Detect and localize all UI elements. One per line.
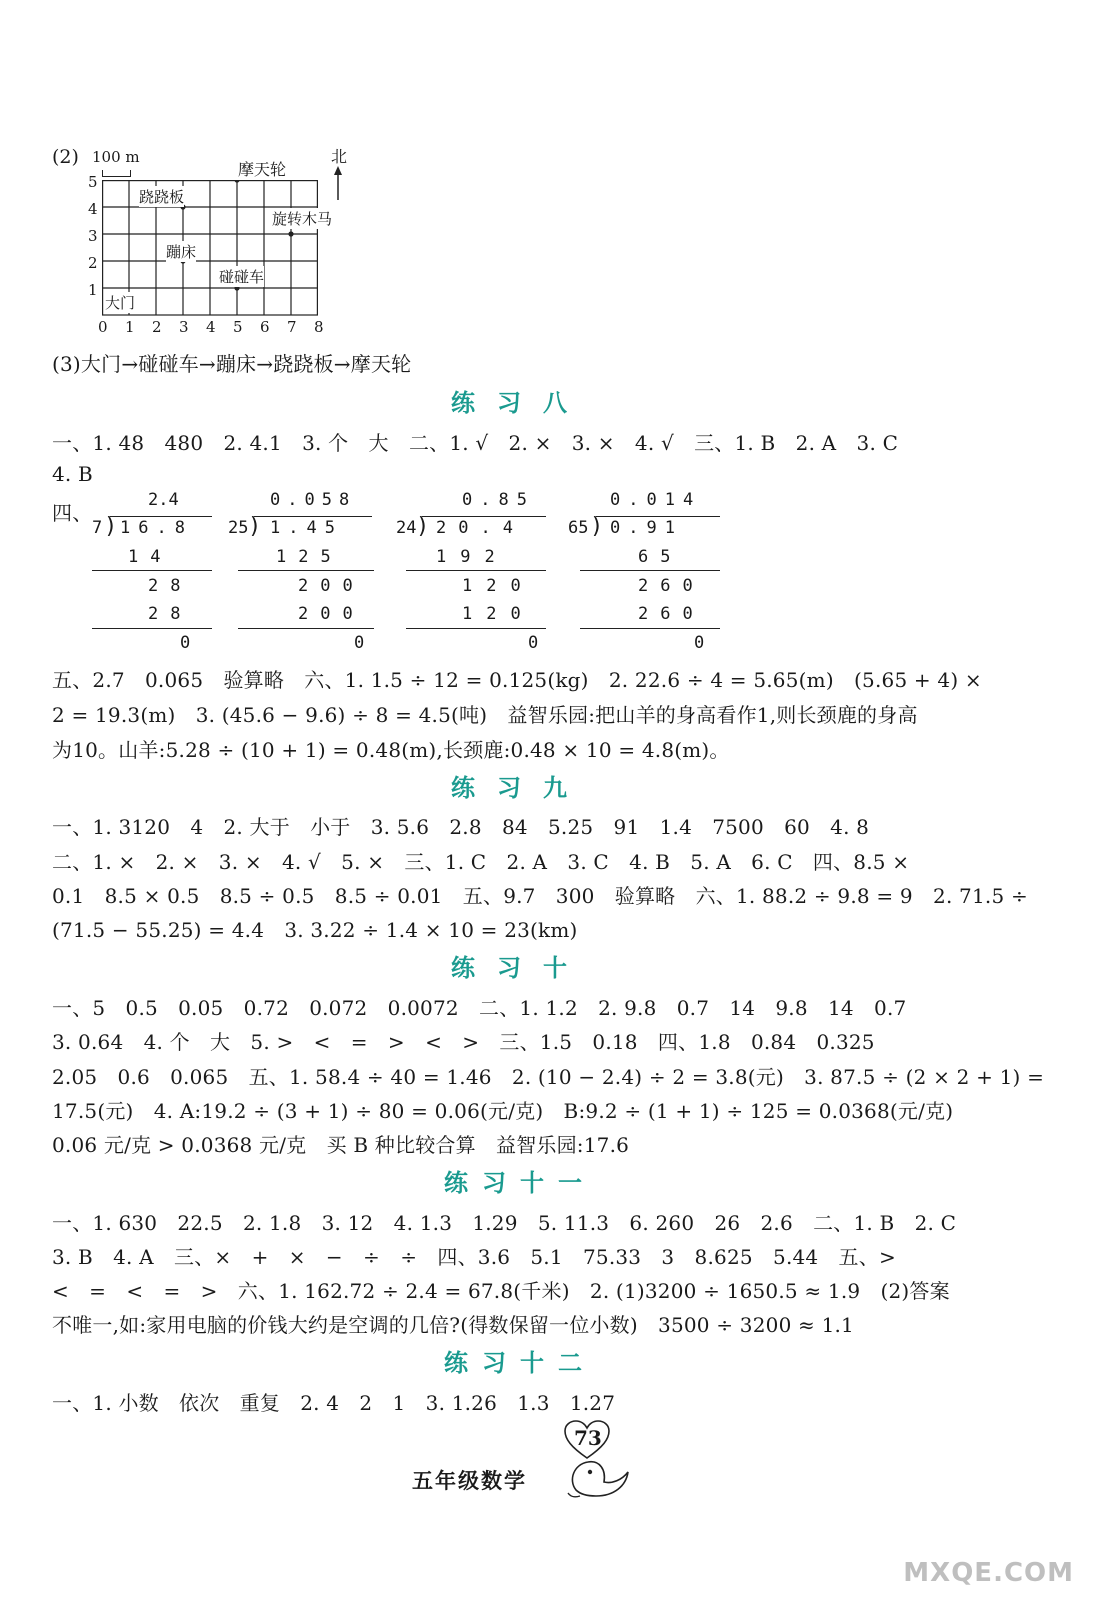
step-rule-1 bbox=[580, 570, 720, 571]
step-rule-1 bbox=[406, 570, 546, 571]
dividend: 16.8 bbox=[120, 518, 193, 538]
ex8-line-4: 2 = 19.3(m) 3. (45.6 − 9.6) ÷ 8 = 4.5(吨) 益智乐园:把山羊的身高看作1,则长颈鹿的身高 bbox=[52, 703, 918, 727]
place-bumper-cars: 碰碰车 bbox=[219, 268, 265, 286]
step-product-2: 28 bbox=[148, 604, 193, 624]
ex10-line-4: 17.5(元) 4. A:19.2 ÷ (3 + 1) ÷ 80 = 0.06(元/克) B:9.2 ÷ (1 + 1) ÷ 125 = 0.0368(元/克) bbox=[52, 1099, 954, 1123]
step-rule-2 bbox=[580, 628, 720, 629]
step-rule-1 bbox=[238, 570, 374, 571]
quotient: 0.058 bbox=[270, 490, 357, 510]
x-tick-6: 6 bbox=[260, 318, 270, 336]
ex11-line-4: 不唯一,如:家用电脑的价钱大约是空调的几倍?(得数保留一位小数) 3500 ÷ 3200 ≈ 1.1 bbox=[52, 1313, 854, 1337]
step-remainder-1: 200 bbox=[298, 576, 365, 596]
division-bar bbox=[110, 516, 212, 517]
ex10-line-5: 0.06 元/克 > 0.0368 元/克 买 B 种比较合算 益智乐园:17.6 bbox=[52, 1133, 630, 1157]
page-number: 73 bbox=[574, 1426, 602, 1450]
ex8-line-1: 一、1. 48 480 2. 4.1 3. 个 大 二、1. √ 2. × 3. × 4. √ 三、1. B 2. A 3. C bbox=[52, 431, 899, 455]
footer-subject: 五年级数学 bbox=[412, 1468, 527, 1493]
route-answer: (3)大门→碰碰车→蹦床→跷跷板→摩天轮 bbox=[52, 352, 412, 376]
step-rule-2 bbox=[238, 628, 374, 629]
place-seesaw: 跷跷板 bbox=[139, 188, 185, 206]
final-remainder: 0 bbox=[694, 633, 705, 653]
section-title-ex10: 练习十 bbox=[451, 953, 589, 982]
map-scale-label: 100 m bbox=[92, 148, 140, 166]
section-title-ex12: 练习十二 bbox=[444, 1348, 596, 1377]
ex10-line-3: 2.05 0.6 0.065 五、1. 58.4 ÷ 40 = 1.46 2. (10 − 2.4) ÷ 2 = 3.8(元) 3. 87.5 ÷ (2 × 2 + 1) = bbox=[52, 1065, 1045, 1089]
ex8-line-3: 五、2.7 0.065 验算略 六、1. 1.5 ÷ 12 = 0.125(kg) 2. 22.6 ÷ 4 = 5.65(m) (5.65 + 4) × bbox=[52, 668, 982, 692]
ex9-line-2: 二、1. × 2. × 3. × 4. √ 5. × 三、1. C 2. A 3. C 4. B 5. A 6. C 四、8.5 × bbox=[52, 850, 910, 874]
ex9-line-4: (71.5 − 55.25) = 4.4 3. 3.22 ÷ 1.4 × 10 = 23(km) bbox=[52, 918, 578, 942]
division-bracket: ) bbox=[590, 514, 604, 539]
step-rule-2 bbox=[406, 628, 546, 629]
quotient: 2.4 bbox=[148, 490, 179, 510]
y-tick-2: 2 bbox=[88, 254, 98, 272]
x-tick-2: 2 bbox=[152, 318, 162, 336]
quotient: 0.014 bbox=[610, 490, 702, 510]
step-rule-1 bbox=[92, 570, 212, 571]
ex8-four-label: 四、 bbox=[52, 501, 93, 525]
x-tick-1: 1 bbox=[125, 318, 135, 336]
x-tick-7: 7 bbox=[287, 318, 297, 336]
dividend: 20.4 bbox=[436, 518, 525, 538]
step-remainder-1: 120 bbox=[462, 576, 535, 596]
x-tick-4: 4 bbox=[206, 318, 216, 336]
step-product-2: 120 bbox=[462, 604, 535, 624]
section-title-ex11: 练习十一 bbox=[444, 1168, 596, 1197]
section-title-ex8: 练习八 bbox=[451, 388, 589, 417]
divisor: 7 bbox=[92, 518, 103, 538]
ex8-line-2: 4. B bbox=[52, 462, 93, 486]
x-tick-3: 3 bbox=[179, 318, 189, 336]
step-remainder-1: 260 bbox=[638, 576, 705, 596]
ex10-line-1: 一、5 0.5 0.05 0.72 0.072 0.0072 二、1. 1.2 2. 9.8 0.7 14 9.8 14 0.7 bbox=[52, 996, 907, 1020]
y-tick-1: 1 bbox=[88, 281, 98, 299]
division-bracket: ) bbox=[248, 514, 262, 539]
y-tick-4: 4 bbox=[88, 200, 98, 218]
step-product-1: 65 bbox=[638, 547, 683, 567]
final-remainder: 0 bbox=[180, 633, 191, 653]
step-rule-2 bbox=[92, 628, 212, 629]
x-tick-8: 8 bbox=[314, 318, 324, 336]
step-product-1: 14 bbox=[128, 547, 173, 567]
ex12-line-1: 一、1. 小数 依次 重复 2. 4 2 1 3. 1.26 1.3 1.27 bbox=[52, 1391, 616, 1415]
map-scale-bar bbox=[102, 170, 131, 177]
dividend: 1.45 bbox=[270, 518, 343, 538]
north-label: 北 bbox=[331, 147, 348, 166]
place-ferris-wheel: 摩天轮 bbox=[238, 160, 287, 179]
divisor: 65 bbox=[568, 518, 589, 538]
divisor: 25 bbox=[228, 518, 249, 538]
step-remainder-1: 28 bbox=[148, 576, 193, 596]
divisor: 24 bbox=[396, 518, 417, 538]
step-product-2: 260 bbox=[638, 604, 705, 624]
north-arrow-icon bbox=[332, 166, 344, 204]
place-gate: 大门 bbox=[105, 294, 136, 312]
map-part-label: (2) bbox=[52, 146, 79, 168]
ex11-line-1: 一、1. 630 22.5 2. 1.8 3. 12 4. 1.3 1.29 5. 11.3 6. 260 26 2.6 二、1. B 2. C bbox=[52, 1211, 957, 1235]
ex11-line-3: < = < = > 六、1. 162.72 ÷ 2.4 = 67.8(千米) 2. (1)3200 ÷ 1650.5 ≈ 1.9 (2)答案 bbox=[52, 1279, 950, 1303]
ex11-line-2: 3. B 4. A 三、× + × − ÷ ÷ 四、3.6 5.1 75.33 3 8.625 5.44 五、> bbox=[52, 1245, 896, 1269]
place-trampoline: 蹦床 bbox=[166, 243, 197, 261]
division-bar bbox=[254, 516, 372, 517]
ex9-line-1: 一、1. 3120 4 2. 大于 小于 3. 5.6 2.8 84 5.25 91 1.4 7500 60 4. 8 bbox=[52, 815, 870, 839]
division-bracket: ) bbox=[416, 514, 430, 539]
x-tick-0: 0 bbox=[98, 318, 108, 336]
final-remainder: 0 bbox=[528, 633, 539, 653]
watermark: MXQE.COM bbox=[903, 1558, 1074, 1588]
step-product-1: 125 bbox=[276, 547, 343, 567]
section-title-ex9: 练习九 bbox=[451, 773, 589, 802]
dividend: 0.91 bbox=[610, 518, 683, 538]
y-tick-3: 3 bbox=[88, 227, 98, 245]
y-tick-5: 5 bbox=[88, 173, 98, 191]
mascot-icon bbox=[566, 1440, 636, 1504]
x-tick-5: 5 bbox=[233, 318, 243, 336]
ex9-line-3: 0.1 8.5 × 0.5 8.5 ÷ 0.5 8.5 ÷ 0.01 五、9.7 300 验算略 六、1. 88.2 ÷ 9.8 = 9 2. 71.5 ÷ bbox=[52, 884, 1028, 908]
place-carousel: 旋转木马 bbox=[272, 210, 333, 228]
division-bar bbox=[596, 516, 720, 517]
division-bar bbox=[422, 516, 546, 517]
ex10-line-2: 3. 0.64 4. 个 大 5. > < = > < > 三、1.5 0.18 四、1.8 0.84 0.325 bbox=[52, 1030, 875, 1054]
final-remainder: 0 bbox=[354, 633, 365, 653]
quotient: 0.85 bbox=[462, 490, 535, 510]
step-product-2: 200 bbox=[298, 604, 365, 624]
step-product-1: 192 bbox=[436, 547, 509, 567]
division-bracket: ) bbox=[104, 514, 118, 539]
ex8-line-5: 为10。山羊:5.28 ÷ (10 + 1) = 0.48(m),长颈鹿:0.48 × 10 = 4.8(m)。 bbox=[52, 738, 730, 762]
